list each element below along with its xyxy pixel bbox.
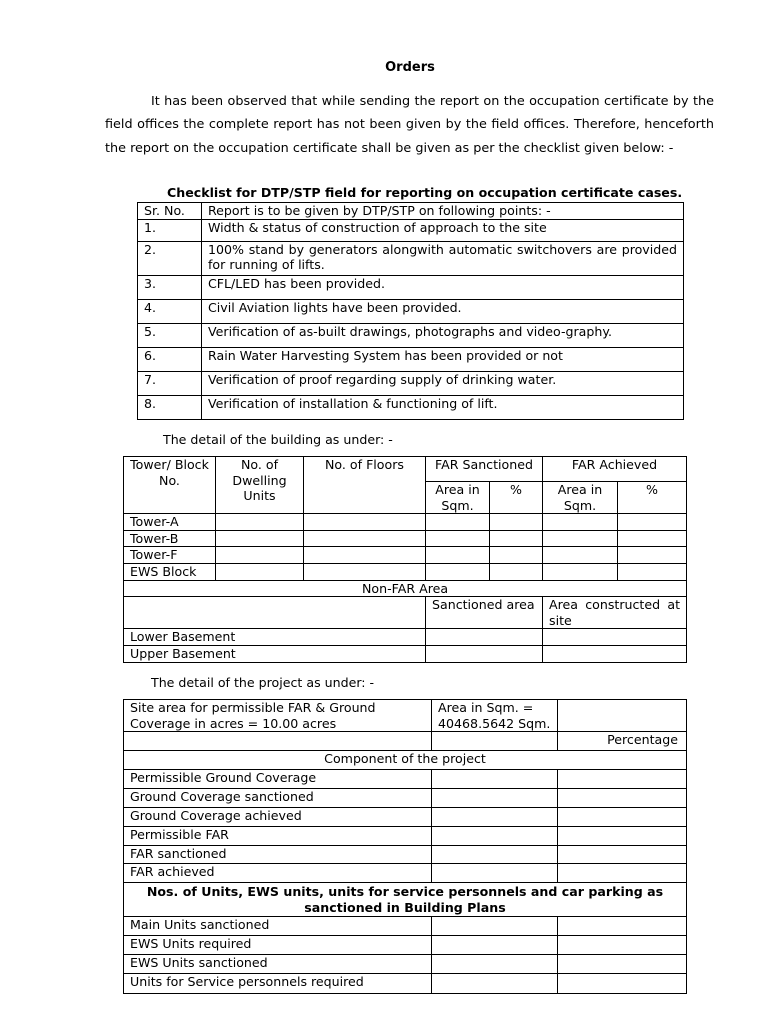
area-header: Area in Sqm. — [426, 482, 490, 514]
table-row — [138, 347, 684, 371]
table-row — [138, 395, 684, 419]
constructed-area-header: Area constructed at site — [543, 597, 687, 629]
units-heading-row — [124, 883, 687, 917]
point-cell: Verification of as-built drawings, photographs and video-graphy. — [202, 323, 684, 347]
table-row — [124, 645, 687, 662]
table-row — [124, 955, 687, 974]
units-header: No. of Dwelling Units — [216, 457, 304, 514]
point-cell: Rain Water Harvesting System has been provided or not — [202, 347, 684, 371]
table-row — [124, 629, 687, 646]
point-cell: CFL/LED has been provided. — [202, 275, 684, 299]
table-row — [124, 808, 687, 827]
percent-header: % — [618, 482, 687, 514]
component-cell: Ground Coverage sanctioned — [124, 789, 432, 808]
sr-no-cell: 1. — [138, 219, 202, 241]
table-row — [124, 936, 687, 955]
sr-no-header: Sr. No. — [138, 203, 202, 220]
tower-cell: Tower-B — [124, 530, 216, 547]
checklist-header-row — [138, 203, 684, 220]
non-far-label: Non-FAR Area — [124, 580, 687, 597]
basement-cell: Lower Basement — [124, 629, 426, 646]
checklist-heading: Checklist for DTP/STP field for reporting on occupation certificate cases. — [167, 185, 683, 200]
sr-no-cell: 3. — [138, 275, 202, 299]
point-cell: Width & status of construction of approach to the site — [202, 219, 684, 241]
component-cell: Permissible Ground Coverage — [124, 770, 432, 789]
table-row — [138, 299, 684, 323]
percent-header: % — [490, 482, 543, 514]
table-row — [138, 275, 684, 299]
project-intro: The detail of the project as under: - — [151, 675, 375, 690]
percentage-row — [124, 732, 687, 751]
intro-paragraph: It has been observed that while sending the report on the occupation certificate by the field offices the complete report has not been given by the field offices. Therefore, henceforth the report on the occupation certificate shall be given as per the checklist given below: - — [105, 94, 714, 156]
table-row — [124, 789, 687, 808]
table-row — [124, 530, 687, 547]
point-cell: 100% stand by generators alongwith automatic switchovers are provided for running of lifts. — [202, 241, 684, 275]
points-header: Report is to be given by DTP/STP on following points: - — [202, 203, 684, 220]
tower-cell: Tower-F — [124, 547, 216, 564]
component-cell: Permissible FAR — [124, 827, 432, 846]
units-cell: EWS Units sanctioned — [124, 955, 432, 974]
non-far-header-row — [124, 597, 687, 629]
component-heading: Component of the project — [124, 751, 687, 770]
table-row — [124, 514, 687, 531]
table-row — [124, 770, 687, 789]
units-cell: EWS Units required — [124, 936, 432, 955]
building-header-row — [124, 457, 687, 482]
point-cell: Verification of proof regarding supply of drinking water. — [202, 371, 684, 395]
page-title: Orders — [385, 60, 435, 75]
component-heading-row — [124, 751, 687, 770]
component-cell: FAR sanctioned — [124, 846, 432, 864]
non-far-row — [124, 580, 687, 597]
sanctioned-area-header: Sanctioned area — [426, 597, 543, 629]
table-row — [124, 846, 687, 864]
component-cell: Ground Coverage achieved — [124, 808, 432, 827]
point-cell: Verification of installation & functioning of lift. — [202, 395, 684, 419]
sr-no-cell: 2. — [138, 241, 202, 275]
floors-header: No. of Floors — [304, 457, 426, 514]
far-sanctioned-header: FAR Sanctioned — [426, 457, 543, 482]
checklist-table — [137, 202, 684, 420]
table-row — [124, 864, 687, 883]
building-table — [123, 456, 687, 663]
sr-no-cell: 5. — [138, 323, 202, 347]
units-cell: Main Units sanctioned — [124, 917, 432, 936]
units-heading: Nos. of Units, EWS units, units for service personnels and car parking as sanctioned in Building Plans — [124, 883, 687, 917]
sr-no-cell: 7. — [138, 371, 202, 395]
point-cell: Civil Aviation lights have been provided. — [202, 299, 684, 323]
table-row — [138, 323, 684, 347]
sr-no-cell: 6. — [138, 347, 202, 371]
table-row — [124, 917, 687, 936]
component-cell: FAR achieved — [124, 864, 432, 883]
site-area-row — [124, 700, 687, 732]
far-achieved-header: FAR Achieved — [543, 457, 687, 482]
project-table — [123, 699, 687, 994]
area-header: Area in Sqm. — [543, 482, 618, 514]
table-row — [124, 563, 687, 580]
table-row — [124, 827, 687, 846]
site-area-cell: Site area for permissible FAR & Ground Coverage in acres = 10.00 acres — [124, 700, 432, 732]
table-row — [124, 974, 687, 994]
table-row — [124, 547, 687, 564]
percentage-header: Percentage — [558, 732, 687, 751]
tower-cell: EWS Block — [124, 563, 216, 580]
tower-header: Tower/ Block No. — [124, 457, 216, 514]
sr-no-cell: 8. — [138, 395, 202, 419]
units-cell: Units for Service personnels required — [124, 974, 432, 994]
table-row — [138, 219, 684, 241]
area-sqm-cell: Area in Sqm. = 40468.5642 Sqm. — [432, 700, 558, 732]
building-intro: The detail of the building as under: - — [163, 432, 393, 447]
table-row — [138, 371, 684, 395]
tower-cell: Tower-A — [124, 514, 216, 531]
table-row — [138, 241, 684, 275]
basement-cell: Upper Basement — [124, 645, 426, 662]
sr-no-cell: 4. — [138, 299, 202, 323]
